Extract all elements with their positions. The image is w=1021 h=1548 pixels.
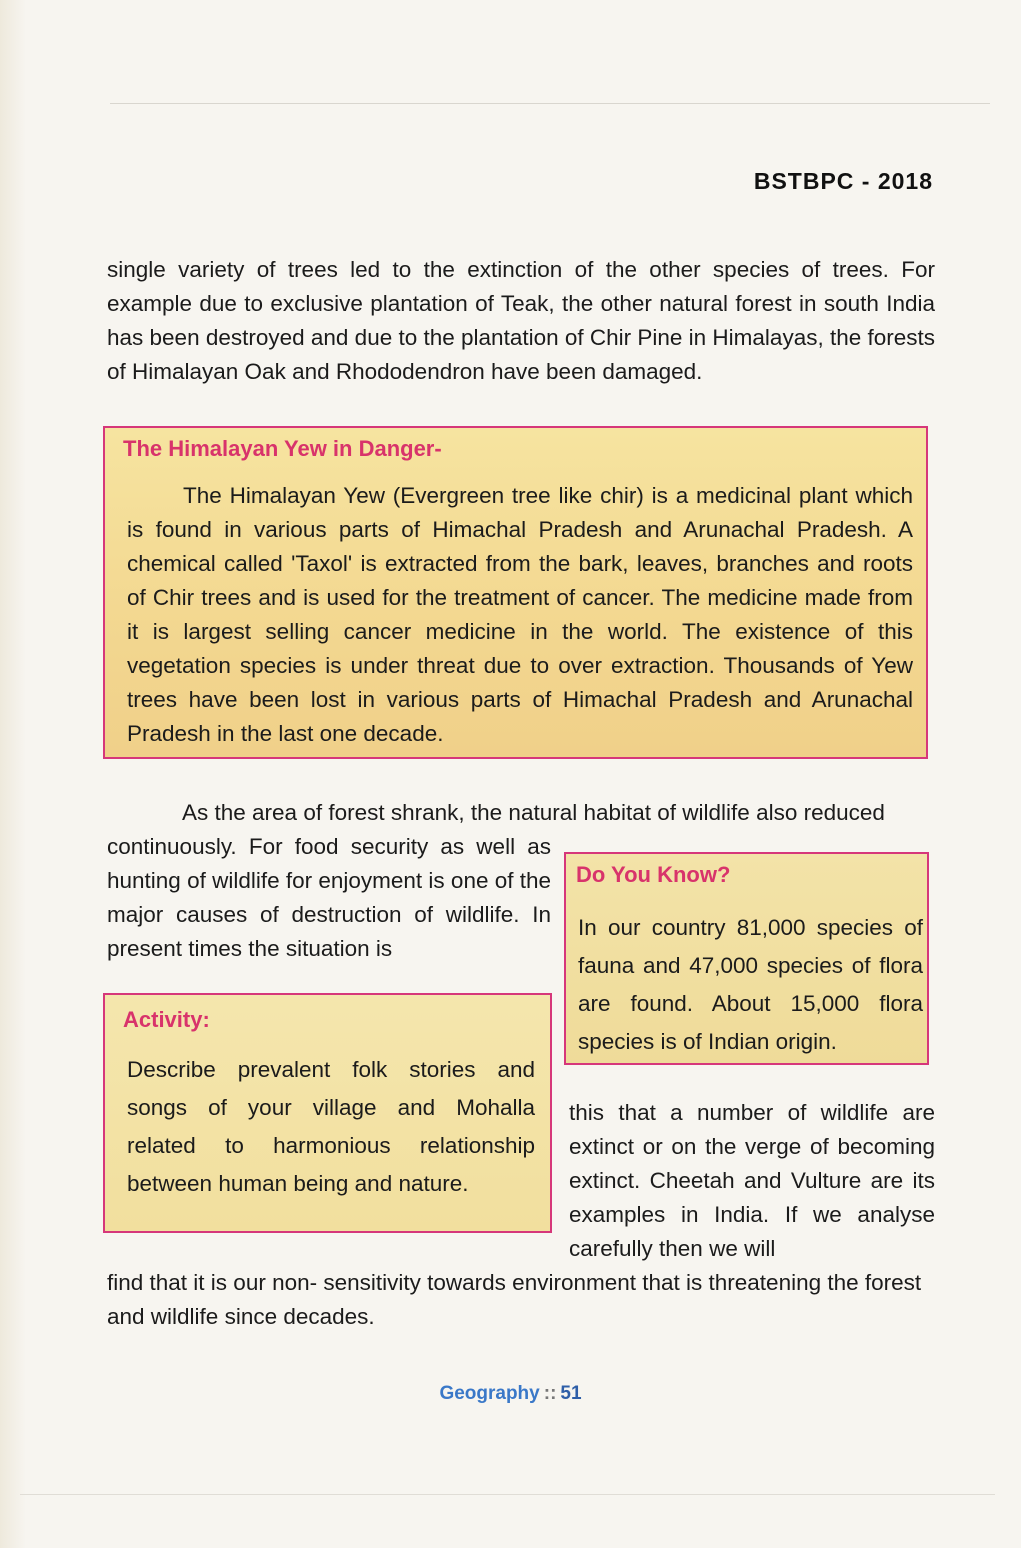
activity-title: Activity: (123, 1007, 210, 1032)
wildlife-left-column: continuously. For food security as well as hunting of wildlife for enjoyment is one of the major causes of destruction of wildlife. In present times the situation is (107, 834, 552, 961)
wildlife-closing: find that it is our non- sensitivity towards environment that is threatening the forest and wildlife since decades. (107, 1270, 922, 1329)
activity-box (103, 993, 552, 1233)
wildlife-right-column: this that a number of wildlife are extinct or on the verge of becoming extinct. Cheetah and Vulture are its examples in India. If we analyse carefully then we will (569, 1100, 935, 1261)
page-footer (0, 1383, 1021, 1405)
bottom-rule (20, 1494, 995, 1495)
page-number: 51 (560, 1383, 582, 1404)
activity-text: Describe prevalent folk stories and songs of your village and Mohalla related to harmonious relationship between human being and nature. (127, 1057, 535, 1196)
top-rule (110, 103, 990, 104)
did-you-know-box (564, 852, 929, 1065)
footer-separator: :: (543, 1383, 557, 1404)
header-code: BSTBPC - 2018 (753, 168, 933, 194)
intro-paragraph: single variety of trees led to the extinction of the other species of trees. For example due to exclusive plantation of Teak, the other natural forest in south India has been destroyed and due to the plantation of Chir Pine in Himalayas, the forests of Himalayan Oak and Rhododendron have been damaged. (107, 257, 936, 384)
did-you-know-text: In our country 81,000 species of fauna and 47,000 species of flora are found. About 15,000 flora species is of Indian origin. (578, 915, 923, 1054)
page-shadow (0, 0, 26, 1548)
did-you-know-title: Do You Know? (576, 862, 731, 887)
yew-box-title: The Himalayan Yew in Danger- (123, 436, 442, 461)
footer-subject: Geography (439, 1383, 540, 1404)
himalayan-yew-box (103, 426, 928, 759)
wildlife-first-line: As the area of forest shrank, the natural habitat of wildlife also reduced (182, 800, 885, 825)
yew-box-text: The Himalayan Yew (Evergreen tree like chir) is a medicinal plant which is found in various parts of Himachal Pradesh and Arunachal Pradesh. A chemical called 'Taxol' is extracted from the bark, leaves, branches and roots of Chir trees and is used for the treatment of cancer. The medicine made from it is largest selling cancer medicine in the world. The existence of this vegetation species is under threat due to over extraction. Thousands of Yew trees have been lost in various parts of Himachal Pradesh and Arunachal Pradesh in the last one decade. (127, 483, 913, 746)
